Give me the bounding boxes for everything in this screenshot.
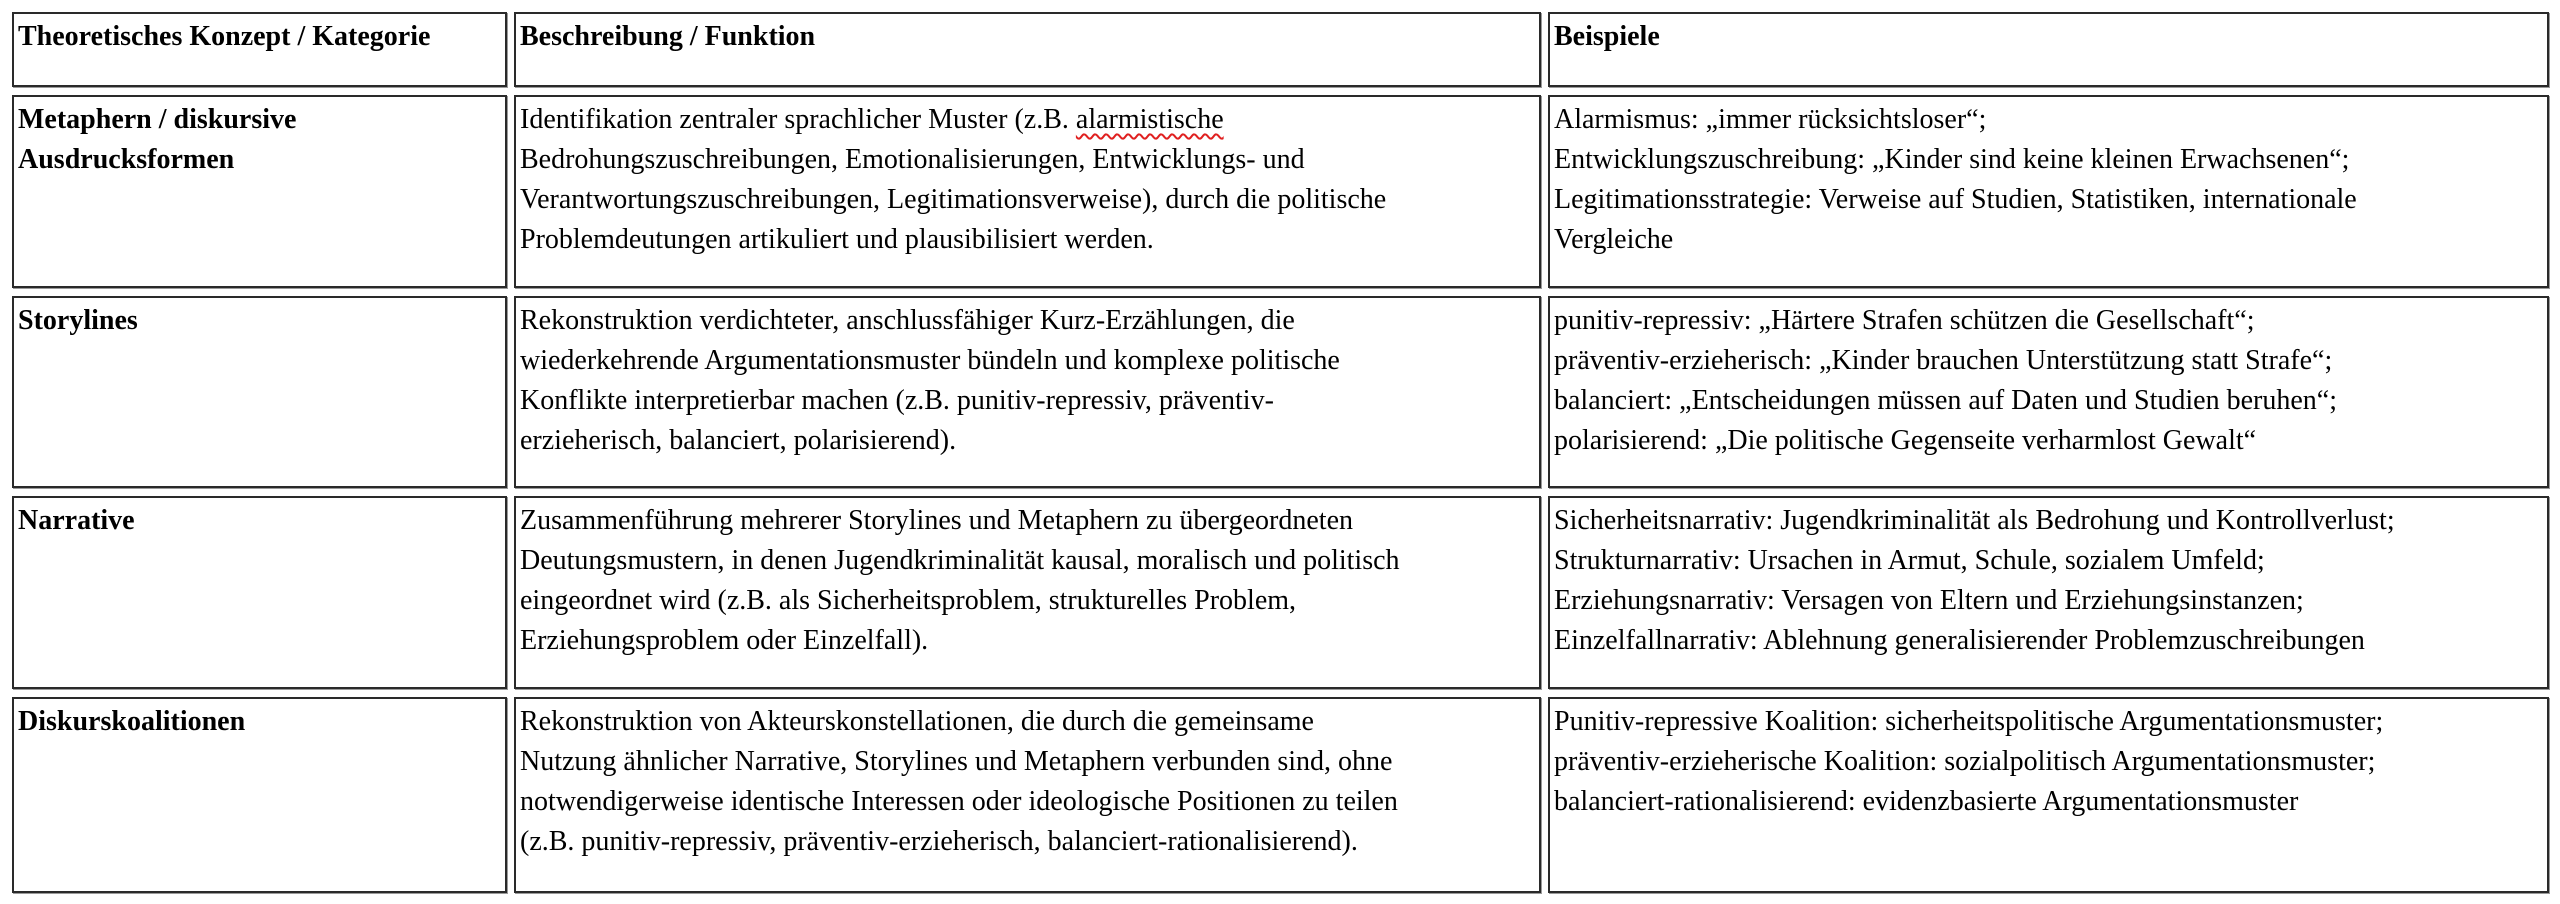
description-line <box>520 100 1535 140</box>
header-examples-label: Beispiele <box>1554 21 1660 52</box>
header-examples <box>1548 12 2549 87</box>
description-line: Rekonstruktion verdichteter, anschlussfähiger Kurz-Erzählungen, die <box>520 305 1295 336</box>
example-line: polarisierend: „Die politische Gegenseite verharmlost Gewalt“ <box>1554 425 2257 456</box>
description-line: erzieherisch, balanciert, polarisierend). <box>520 425 957 456</box>
example-line: Einzelfallnarrativ: Ablehnung generalisierender Problemzuschreibungen <box>1554 625 2365 656</box>
description-line: Konflikte interpretierbar machen (z.B. punitiv-repressiv, präventiv- <box>520 385 1274 416</box>
example-line: präventiv-erzieherische Koalition: sozialpolitisch Argumentationsmuster; <box>1554 746 2376 777</box>
description-line: (z.B. punitiv-repressiv, präventiv-erzieherisch, balanciert-rationalisierend). <box>520 826 1358 857</box>
concept-text: Storylines <box>18 305 138 336</box>
example-line: Vergleiche <box>1554 224 1674 255</box>
description-line: Rekonstruktion von Akteurskonstellationen, die durch die gemeinsame <box>520 706 1314 737</box>
description-line: notwendigerweise identische Interessen oder ideologische Positionen zu teilen <box>520 786 1398 817</box>
example-line: punitiv-repressiv: „Härtere Strafen schützen die Gesellschaft“; <box>1554 305 2255 336</box>
concept-text: Metaphern / diskursive <box>18 104 297 135</box>
header-description-label: Beschreibung / Funktion <box>520 21 816 52</box>
description-text: Identifikation zentraler sprachlicher Muster (z.B. <box>520 104 1076 135</box>
header-concept <box>12 12 507 87</box>
row-diskurskoalitionen-concept[interactable] <box>12 697 507 893</box>
row-narrative-examples[interactable] <box>1548 496 2549 689</box>
example-line: Alarmismus: „immer rücksichtsloser“; <box>1554 104 1987 135</box>
example-line: Legitimationsstrategie: Verweise auf Studien, Statistiken, internationale <box>1554 184 2357 215</box>
concept-text: Narrative <box>18 505 135 536</box>
row-storylines-concept[interactable] <box>12 296 507 488</box>
example-line: Strukturnarrativ: Ursachen in Armut, Schule, sozialem Umfeld; <box>1554 545 2265 576</box>
example-line: Entwicklungszuschreibung: „Kinder sind keine kleinen Erwachsenen“; <box>1554 144 2350 175</box>
example-line: Erziehungsnarrativ: Versagen von Eltern und Erziehungsinstanzen; <box>1554 585 2304 616</box>
row-storylines-examples[interactable] <box>1548 296 2549 488</box>
example-line: balanciert: „Entscheidungen müssen auf Daten und Studien beruhen“; <box>1554 385 2337 416</box>
row-metaphern-concept[interactable] <box>12 95 507 288</box>
description-line: Erziehungsproblem oder Einzelfall). <box>520 625 929 656</box>
header-concept-label: Theoretisches Konzept / Kategorie <box>18 21 431 52</box>
spellcheck-flagged-word[interactable]: alarmistische <box>1075 104 1224 135</box>
row-diskurskoalitionen-description[interactable] <box>514 697 1541 893</box>
description-line: eingeordnet wird (z.B. als Sicherheitsproblem, strukturelles Problem, <box>520 585 1297 616</box>
row-narrative-concept[interactable] <box>12 496 507 689</box>
description-line: Verantwortungszuschreibungen, Legitimationsverweise), durch die politische <box>520 184 1387 215</box>
concept-text: Ausdrucksformen <box>18 144 235 175</box>
row-storylines-description[interactable] <box>514 296 1541 488</box>
description-line: Bedrohungszuschreibungen, Emotionalisierungen, Entwicklungs- und <box>520 144 1305 175</box>
row-narrative-description[interactable] <box>514 496 1541 689</box>
description-line: Zusammenführung mehrerer Storylines und Metaphern zu übergeordneten <box>520 505 1353 536</box>
description-line: Nutzung ähnlicher Narrative, Storylines und Metaphern verbunden sind, ohne <box>520 746 1393 777</box>
example-line: Sicherheitsnarrativ: Jugendkriminalität als Bedrohung und Kontrollverlust; <box>1554 505 2395 536</box>
description-line: wiederkehrende Argumentationsmuster bündeln und komplexe politische <box>520 345 1340 376</box>
row-metaphern-description[interactable] <box>514 95 1541 288</box>
row-metaphern-examples[interactable] <box>1548 95 2549 288</box>
example-line: Punitiv-repressive Koalition: sicherheitspolitische Argumentationsmuster; <box>1554 706 2384 737</box>
example-line: präventiv-erzieherisch: „Kinder brauchen Unterstützung statt Strafe“; <box>1554 345 2333 376</box>
description-line: Deutungsmustern, in denen Jugendkriminalität kausal, moralisch und politisch <box>520 545 1400 576</box>
header-description <box>514 12 1541 87</box>
example-line: balanciert-rationalisierend: evidenzbasierte Argumentationsmuster <box>1554 786 2299 817</box>
concept-text: Diskurskoalitionen <box>18 706 246 737</box>
description-line: Problemdeutungen artikuliert und plausibilisiert werden. <box>520 224 1154 255</box>
row-diskurskoalitionen-examples[interactable] <box>1548 697 2549 893</box>
